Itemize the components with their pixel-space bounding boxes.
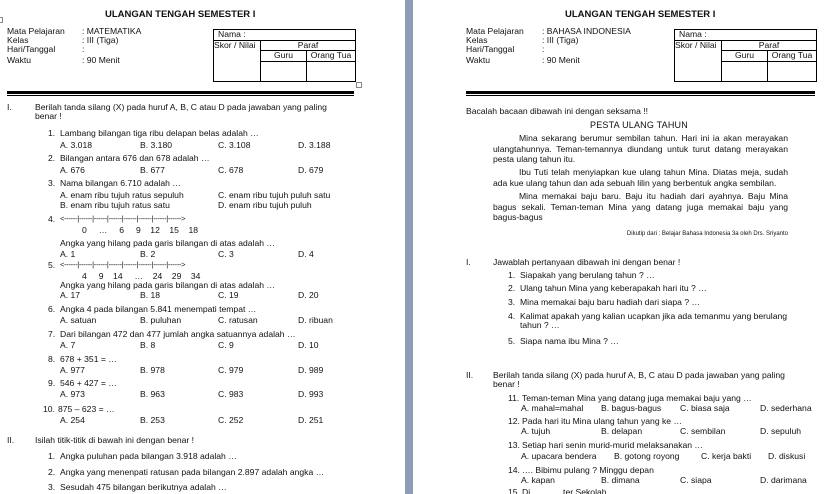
question-number: 5. bbox=[48, 260, 56, 270]
answer-option[interactable]: B. dimana bbox=[601, 475, 640, 485]
answer-option[interactable]: A. tujuh bbox=[521, 426, 551, 436]
answer-option[interactable]: D. 20 bbox=[298, 290, 319, 300]
item-number: 3. bbox=[508, 297, 516, 307]
answer-option[interactable]: A. 17 bbox=[60, 290, 81, 300]
question-number: 2. bbox=[48, 153, 56, 163]
question-number: 15. bbox=[508, 487, 520, 494]
ortu-cell: Orang Tua bbox=[767, 50, 817, 82]
question-text: Dari bilangan 472 dan 477 jumlah angka satuannya adalah … bbox=[60, 329, 296, 339]
question-text: 678 + 351 = … bbox=[60, 354, 117, 364]
info-label: Mata Pelajaran bbox=[466, 26, 524, 36]
item-text: Siapa nama ibu Mina ? … bbox=[520, 336, 619, 346]
question-number: 4. bbox=[48, 214, 56, 224]
answer-option[interactable]: B. 978 bbox=[140, 365, 165, 375]
info-value: : BAHASA INDONESIA bbox=[542, 26, 631, 36]
question-text: Pada hari itu Mina ulang tahun yang ke … bbox=[522, 416, 683, 426]
answer-option[interactable]: B. 2 bbox=[140, 249, 156, 259]
paraf-cell: Paraf bbox=[260, 40, 356, 51]
info-label: Kelas bbox=[466, 35, 488, 45]
question-number: 9. bbox=[48, 378, 56, 388]
skor-cell: Skor / Nilai bbox=[213, 40, 261, 82]
question-text: Di ………. ter Sekolah … bbox=[522, 487, 618, 494]
answer-option[interactable]: A. upacara bendera bbox=[521, 451, 597, 461]
answer-option[interactable]: C. 983 bbox=[218, 389, 244, 399]
answer-option[interactable]: A. 7 bbox=[60, 340, 76, 350]
story-paragraph: Mina memakai baju baru. Baju itu hadiah dari ayahnya. Baju Mina bagus sekali. Teman-teman Mina yang datang juga memakai baju yang bagus-bagus bbox=[493, 191, 788, 222]
answer-option[interactable]: D. 993 bbox=[298, 389, 324, 399]
info-value: : 90 Menit bbox=[542, 55, 580, 65]
answer-option[interactable]: A. enam ribu tujuh ratus sepuluh bbox=[60, 190, 184, 200]
answer-option[interactable]: C. 678 bbox=[218, 165, 244, 175]
answer-option[interactable]: B. 963 bbox=[140, 389, 165, 399]
question-text: 546 + 427 = … bbox=[60, 378, 117, 388]
answer-option[interactable]: D. sederhana bbox=[760, 403, 812, 413]
question-number: 10. bbox=[43, 404, 55, 414]
nama-cell: Nama : bbox=[674, 29, 817, 41]
item-number: 3. bbox=[48, 482, 56, 492]
answer-option[interactable]: C. kerja bakti bbox=[701, 451, 752, 461]
answer-option[interactable]: B. puluhan bbox=[140, 315, 182, 325]
double-rule bbox=[7, 91, 354, 96]
answer-option[interactable]: D. 3.188 bbox=[298, 140, 331, 150]
question-text: Bilangan antara 676 dan 678 adalah … bbox=[60, 153, 210, 163]
info-label: Hari/Tanggal bbox=[7, 44, 56, 54]
answer-option[interactable]: B. delapan bbox=[601, 426, 643, 436]
answer-option[interactable]: B. 18 bbox=[140, 290, 161, 300]
answer-option[interactable]: D. darimana bbox=[760, 475, 807, 485]
section-instruction-cont: benar ! bbox=[35, 111, 62, 121]
answer-option[interactable]: C. sembilan bbox=[680, 426, 726, 436]
answer-option[interactable]: A. 1 bbox=[60, 249, 76, 259]
ortu-cell: Orang Tua bbox=[306, 50, 356, 82]
question-number: 12. bbox=[508, 416, 520, 426]
story-paragraph: Mina sekarang berumur sembilan tahun. Hari ini ia akan merayakan ulangtahunnya. Teman-temannya diundang untuk turut datang merayakan pesta ulang tahun itu. bbox=[493, 133, 788, 164]
answer-option[interactable]: D. diskusi bbox=[768, 451, 806, 461]
item-text: Ulang tahun Mina yang keberapakah hari itu ? … bbox=[520, 283, 707, 293]
info-value: : MATEMATIKA bbox=[82, 26, 142, 36]
question-text: Lambang bilangan tiga ribu delapan belas adalah … bbox=[60, 128, 259, 138]
item-text: Siapakah yang berulang tahun ? … bbox=[520, 270, 655, 280]
info-value: : bbox=[82, 44, 85, 54]
story-paragraph: Ibu Tuti telah menyiapkan kue ulang tahun Mina. Diatas meja, sudah ada kue ulang tahun dan ada sebuah lilin yang berbentuk angka sembilan. bbox=[493, 167, 788, 188]
item-text: Sesudah 475 bilangan berikutnya adalah … bbox=[60, 482, 227, 492]
answer-option[interactable]: D. 4 bbox=[298, 249, 314, 259]
question-number: 11. bbox=[508, 393, 520, 403]
section-number: I. bbox=[466, 257, 471, 267]
question-number: 8. bbox=[48, 354, 56, 364]
margin-mark bbox=[0, 17, 3, 23]
answer-option[interactable]: D. enam ribu tujuh puluh bbox=[218, 200, 312, 210]
question-text: Setiap hari senin murid-murid melaksanakan … bbox=[522, 440, 704, 450]
info-label: Kelas bbox=[7, 35, 29, 45]
answer-option[interactable]: C. 3.108 bbox=[218, 140, 251, 150]
question-number: 7. bbox=[48, 329, 56, 339]
question-text: Angka yang hilang pada garis bilangan di atas adalah … bbox=[60, 238, 275, 248]
resize-handle bbox=[356, 82, 362, 88]
question-text: Angka 4 pada bilangan 5.841 menempati tempat … bbox=[60, 304, 257, 314]
section-instruction: Jawablah pertanyaan dibawah ini dengan benar ! bbox=[493, 257, 681, 267]
answer-option[interactable]: C. biasa saja bbox=[680, 403, 730, 413]
question-number: 13. bbox=[508, 440, 520, 450]
answer-option[interactable]: A. 973 bbox=[60, 389, 85, 399]
answer-option[interactable]: D. 989 bbox=[298, 365, 324, 375]
answer-option[interactable]: A. 3.018 bbox=[60, 140, 93, 150]
question-text: Teman-teman Mina yang datang juga memakai baju yang … bbox=[522, 393, 752, 403]
info-label: Waktu bbox=[466, 55, 491, 65]
paraf-cell: Paraf bbox=[721, 40, 817, 51]
info-label: Waktu bbox=[7, 55, 32, 65]
answer-option[interactable]: C. enam ribu tujuh puluh satu bbox=[218, 190, 331, 200]
question-text: Angka yang hilang pada garis bilangan di atas adalah … bbox=[60, 280, 275, 290]
guru-cell: Guru bbox=[260, 50, 307, 82]
answer-option[interactable]: C. 3 bbox=[218, 249, 234, 259]
answer-option[interactable]: D. 251 bbox=[298, 415, 324, 425]
number-line-labels: 4 9 14 … 24 29 34 bbox=[82, 271, 201, 281]
answer-option[interactable]: B. 253 bbox=[140, 415, 165, 425]
reading-instruction: Bacalah bacaan dibawah ini dengan seksama !! bbox=[466, 106, 649, 116]
item-text: Mina memakai baju baru hadiah dari siapa ? … bbox=[520, 297, 701, 307]
info-label: Mata Pelajaran bbox=[7, 26, 65, 36]
number-line: <------|------|------|------|------|------|------|------> bbox=[60, 214, 186, 223]
item-text-cont: tahun ? … bbox=[520, 320, 560, 330]
answer-option[interactable]: C. ratusan bbox=[218, 315, 258, 325]
question-number: 3. bbox=[48, 178, 56, 188]
answer-option[interactable]: D. 679 bbox=[298, 165, 324, 175]
number-line-labels: 0 … 6 9 12 15 18 bbox=[82, 225, 199, 235]
answer-option[interactable]: A. 977 bbox=[60, 365, 85, 375]
item-text: Angka puluhan pada bilangan 3.918 adalah … bbox=[60, 451, 237, 461]
answer-option[interactable]: D. sepuluh bbox=[760, 426, 802, 436]
section-instruction: Berilah tanda silang (X) pada huruf A, B, C atau D pada jawaban yang paling bbox=[493, 370, 785, 380]
section-instruction: Isilah titik-titik di bawah ini dengan benar ! bbox=[35, 435, 195, 445]
section-number: II. bbox=[466, 370, 474, 380]
item-number: 5. bbox=[508, 336, 516, 346]
section-instruction: Berilah tanda silang (X) pada huruf A, B, C atau D pada jawaban yang paling bbox=[35, 102, 327, 112]
item-text: Angka yang menenpati ratusan pada bilangan 2.897 adalah angka … bbox=[60, 467, 325, 477]
answer-option[interactable]: C. 9 bbox=[218, 340, 234, 350]
info-value: : III (Tiga) bbox=[542, 35, 579, 45]
answer-option[interactable]: D. ribuan bbox=[298, 315, 333, 325]
guru-cell: Guru bbox=[721, 50, 768, 82]
info-label: Hari/Tanggal bbox=[466, 44, 515, 54]
answer-option[interactable]: A. 676 bbox=[60, 165, 85, 175]
story-title: PESTA ULANG TAHUN bbox=[590, 120, 688, 130]
info-value: : III (Tiga) bbox=[82, 35, 119, 45]
item-number: 1. bbox=[48, 451, 56, 461]
table-divider bbox=[721, 61, 817, 62]
section-number: I. bbox=[7, 102, 12, 112]
answer-option[interactable]: C. 979 bbox=[218, 365, 244, 375]
answer-option[interactable]: B. 677 bbox=[140, 165, 165, 175]
question-text: Nama bilangan 6.710 adalah … bbox=[60, 178, 181, 188]
item-text: Kalimat apakah yang kalian ucapkan jika ada temanmu yang berulang bbox=[520, 311, 788, 321]
answer-option[interactable]: B. 8 bbox=[140, 340, 156, 350]
info-value: : bbox=[542, 44, 545, 54]
answer-option[interactable]: C. 252 bbox=[218, 415, 244, 425]
item-number: 2. bbox=[508, 283, 516, 293]
info-value: : 90 Menit bbox=[82, 55, 120, 65]
citation: Dikutip dari : Belajar Bahasa Indonesia 3a oleh Drs. Sriyanto bbox=[626, 231, 788, 237]
section-number: II. bbox=[7, 435, 15, 445]
item-number: 1. bbox=[508, 270, 516, 280]
question-number: 6. bbox=[48, 304, 56, 314]
question-text: …. Bibimu pulang ? Minggu depan bbox=[522, 465, 654, 475]
exam-title: ULANGAN TENGAH SEMESTER I bbox=[565, 9, 716, 20]
answer-option[interactable]: B. 3.180 bbox=[140, 140, 173, 150]
answer-option[interactable]: A. mahal=mahal bbox=[521, 403, 584, 413]
item-number: 4. bbox=[508, 311, 516, 321]
page-matematika bbox=[0, 0, 405, 494]
item-number: 2. bbox=[48, 467, 56, 477]
question-number: 14. bbox=[508, 465, 520, 475]
answer-option[interactable]: B. gotong royong bbox=[614, 451, 680, 461]
question-text: 875 – 623 = … bbox=[58, 404, 115, 414]
double-rule bbox=[466, 91, 815, 96]
answer-option[interactable]: C. siapa bbox=[680, 475, 712, 485]
answer-option[interactable]: A. satuan bbox=[60, 315, 97, 325]
answer-option[interactable]: D. 10 bbox=[298, 340, 319, 350]
nama-cell: Nama : bbox=[213, 29, 356, 41]
answer-option[interactable]: B. bagus-bagus bbox=[601, 403, 662, 413]
table-divider bbox=[260, 61, 356, 62]
answer-option[interactable]: C. 19 bbox=[218, 290, 239, 300]
number-line: <------|------|------|------|------|------|------|------> bbox=[60, 260, 186, 269]
skor-cell: Skor / Nilai bbox=[674, 40, 722, 82]
page-bahasa-indonesia bbox=[413, 0, 825, 494]
answer-option[interactable]: A. kapan bbox=[521, 475, 555, 485]
section-instruction-cont: benar ! bbox=[493, 379, 520, 389]
question-number: 1. bbox=[48, 128, 56, 138]
exam-title: ULANGAN TENGAH SEMESTER I bbox=[105, 9, 256, 20]
answer-option[interactable]: A. 254 bbox=[60, 415, 85, 425]
answer-option[interactable]: B. enam ribu tujuh ratus satu bbox=[60, 200, 170, 210]
